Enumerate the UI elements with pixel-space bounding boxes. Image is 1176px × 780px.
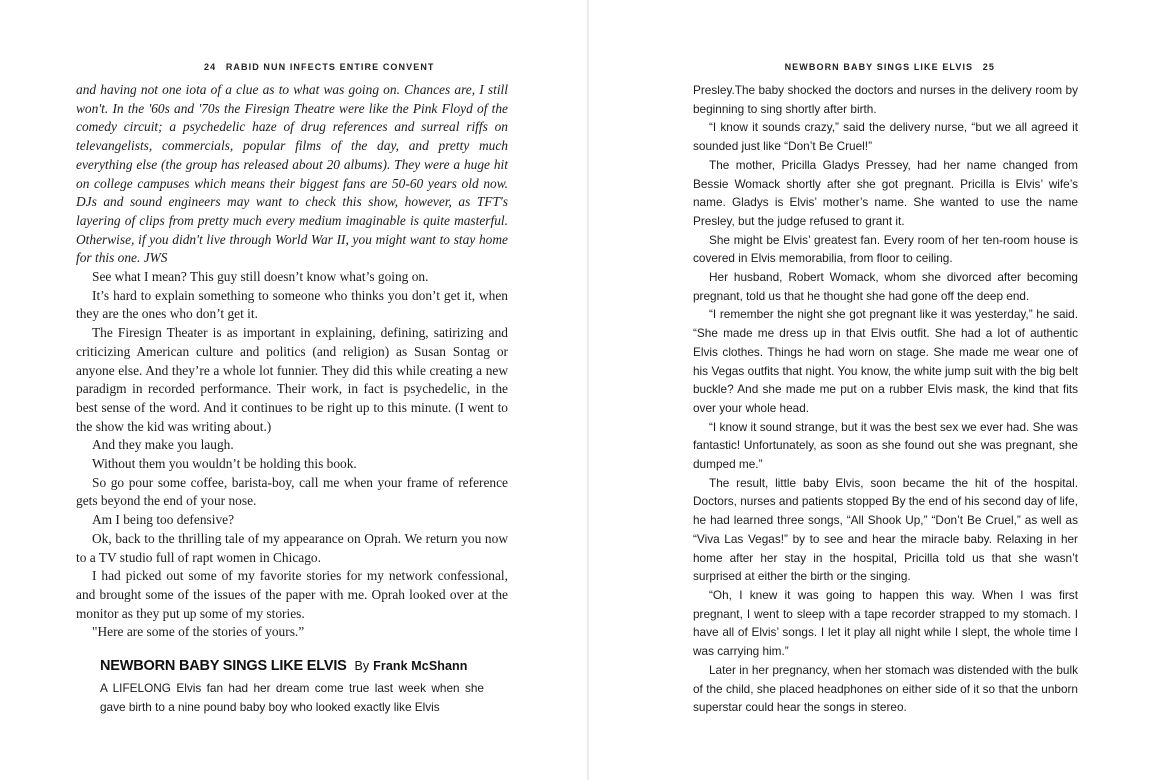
- review-quote-paragraph: and having not one iota of a clue as to what was going on. Chances are, I still won't. In the '60s and '70s the Firesign Theatre were like the Pink Floyd of the comedy circuit; a psychedelic haze of drug references and surreal riffs on televangelists, commercials, popular films of the day, and pretty much everything else (the group has released about 20 albums). They were a huge hit on college campuses which means their biggest fans are 50-60 years old now. DJs and sound engineers may want to check this show, however, as TFT's layering of clips from pretty much every medium imaginable is quite masterful. Otherwise, if you didn't live through World War II, you might want to stay home for this one. JWS: [76, 82, 508, 266]
- story-lead-paragraph: A LIFELONG Elvis fan had her dream come true last week when she gave birth to a nine pound baby boy who looked exactly like Elvis: [100, 681, 484, 714]
- body-paragraph: The Firesign Theater is as important in explaining, defining, satirizing and criticizing American culture and politics (and religion) as Susan Sontag or anyone else. And they’re a whole lot funnier. They did this while creating a new paradigm in recorded performance. Their work, in fact is psychedelic, in the best sense of the word. And it continues to be right up to this minute. (I went to the show the kid was writing about.): [76, 325, 508, 434]
- body-paragraph: See what I mean? This guy still doesn’t know what’s going on.: [92, 269, 429, 285]
- right-body-text: [693, 81, 1078, 717]
- story-paragraph: The result, little baby Elvis, soon became the hit of the hospital. Doctors, nurses and patients stopped By the end of his second day of life, he had learned three songs, “All Shook Up,” “Don’t Be Cruel,” as well as “Viva Las Vegas!” by to see and hear the miracle baby. Relaxing in her home after her stay in the hospital, Pricilla told us that she wasn’t surprised at either the birth or the singing.: [693, 475, 1078, 584]
- story-headline: NEWBORN BABY SINGS LIKE ELVIS: [100, 658, 347, 674]
- story-byline-prefix: By: [354, 659, 370, 673]
- body-paragraph: It’s hard to explain something to someone who thinks you don’t get it, when they are the ones who don’t get it.: [76, 287, 508, 322]
- body-paragraph: Without them you wouldn’t be holding this book.: [92, 456, 357, 472]
- right-running-header: [785, 62, 1001, 72]
- left-page-number: 24: [204, 62, 217, 72]
- left-running-title: RABID NUN INFECTS ENTIRE CONVENT: [225, 62, 435, 72]
- right-page: [589, 0, 1176, 780]
- embedded-story: [100, 658, 484, 716]
- body-paragraph: I had picked out some of my favorite stories for my network confessional, and brought some of the issues of the paper with me. Oprah looked over at the monitor as they put up some of my stories.: [76, 568, 508, 621]
- story-paragraph: Later in her pregnancy, when her stomach was distended with the bulk of the child, she placed headphones on either side of it so that the unborn superstar could hear the songs in stereo.: [693, 662, 1078, 715]
- left-body-text: [76, 81, 508, 642]
- right-running-title: NEWBORN BABY SINGS LIKE ELVIS: [784, 62, 974, 72]
- story-continuation-paragraph: Presley.The baby shocked the doctors and nurses in the delivery room by beginning to sing shortly after birth.: [693, 83, 1078, 116]
- body-paragraph: Am I being too defensive?: [92, 512, 235, 528]
- story-paragraph: “Oh, I knew it was going to happen this way. When I was first pregnant, I went to sleep with a tape recorder strapped to my stomach. I have all of Elvis’ songs. I let it play all night while I slept, the whole time I was carrying him.”: [693, 587, 1078, 659]
- story-paragraph: “I know it sound strange, but it was the best sex we ever had. She was fantastic! Unfortunately, as soon as she found out she was pregnant, she dumped me.”: [693, 419, 1078, 472]
- story-paragraph: She might be Elvis’ greatest fan. Every room of her ten-room house is covered in Elvis memorabilia, from floor to ceiling.: [693, 232, 1078, 266]
- story-paragraph: Her husband, Robert Womack, whom she divorced after becoming pregnant, told us that he thought she had gone off the deep end.: [693, 270, 1078, 303]
- story-paragraph: “I remember the night she got pregnant like it was yesterday,” he said. “She made me dress up in that Elvis outfit. She had a lot of authentic Elvis clothes. Things he had worn on stage. She made me wear one of his Vegas outfits that night. You know, the white jump suit with the big belt buckle? And she made me put on a rubber Elvis mask, the kind that fits over your whole head.: [693, 307, 1078, 415]
- body-paragraph: So go pour some coffee, barista-boy, call me when your frame of reference gets beyond the end of your nose.: [76, 474, 508, 509]
- story-paragraph: The mother, Pricilla Gladys Pressey, had her name changed from Bessie Womack shortly after she got pregnant. Pricilla is Elvis’ wife’s name. Gladys is Elvis’ mother’s name. She wanted to use the name Presley, but the judge refused to grant it.: [693, 157, 1078, 228]
- right-page-number: 25: [982, 62, 995, 72]
- body-paragraph: "Here are some of the stories of yours.”: [92, 624, 305, 640]
- left-running-header: [198, 62, 435, 72]
- story-title-line: [100, 658, 484, 674]
- body-paragraph: Ok, back to the thrilling tale of my appearance on Oprah. We return you now to a TV studio full of rapt women in Chicago.: [76, 530, 508, 565]
- body-paragraph: And they make you laugh.: [92, 437, 234, 453]
- story-author: Frank McShann: [373, 659, 468, 673]
- story-paragraph: “I know it sounds crazy,” said the delivery nurse, “but we all agreed it sounded just like “Don’t Be Cruel!”: [693, 120, 1078, 154]
